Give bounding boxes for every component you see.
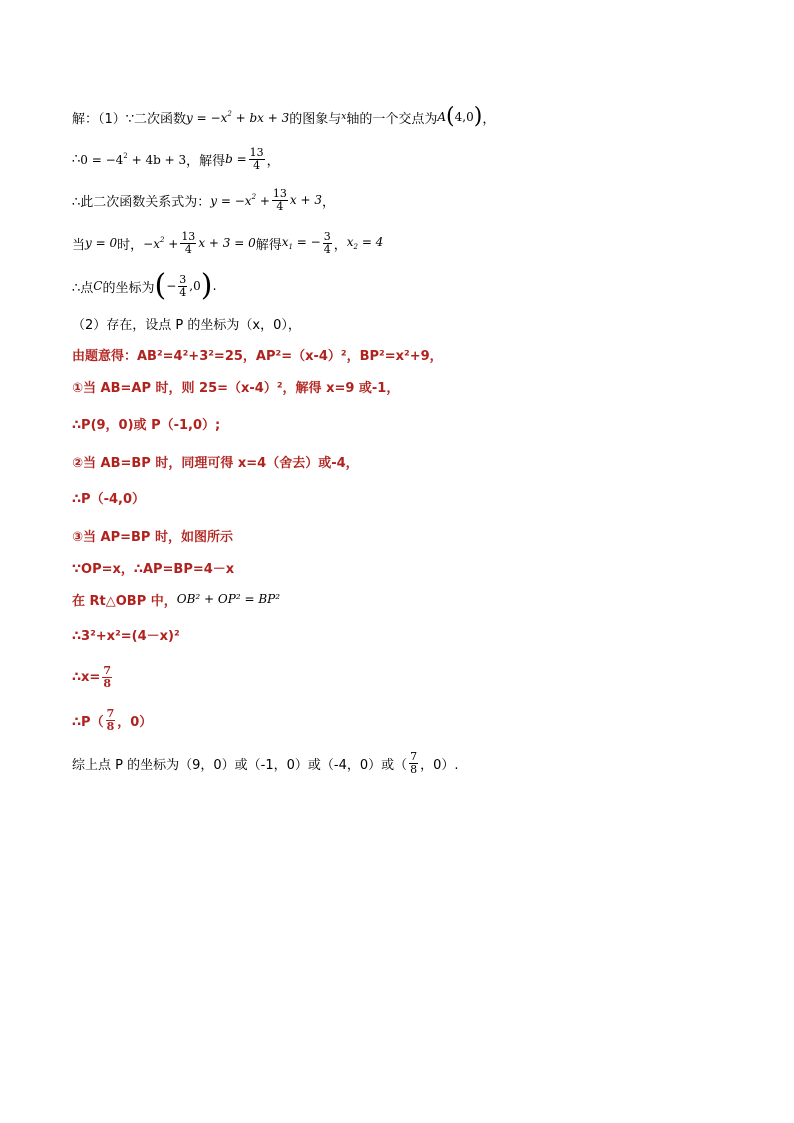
solution-line-10: ②当 AB=BP 时，同理可得 x=4（舍去）或-4， xyxy=(72,455,359,471)
solution-line-18: 综上点 P 的坐标为（9，0）或（-1，0）或（-4，0）或（ $\frac{7}{8}$ ，0）. xyxy=(72,749,459,776)
solution-line-12: ③当 AP=BP 时，如图所示 xyxy=(72,529,233,545)
line-4-fraction: $\frac{13}{4}$ xyxy=(181,229,196,256)
line-18-fraction: $\frac{7}{8}$ xyxy=(410,749,418,776)
line-5-fraction: $\frac{3}{4}$ xyxy=(179,272,187,299)
line-4-x1-fraction: $\frac{3}{4}$ xyxy=(323,229,331,256)
solution-line-6: （2）存在，设点 P 的坐标为（x，0）， xyxy=(72,317,301,333)
line-1-point-A: A xyxy=(437,110,447,124)
solution-line-3: ∴此二次函数关系式为： $y = -x^2$ + $\frac{13}{4}$ x + 3 ， xyxy=(72,186,336,213)
solution-line-4: 当 y = 0 时， $-x^2$ + $\frac{13}{4}$ x + 3 = 0 解得 $x_1$ = − $\frac{3}{4}$ ， $x_2 = 4$ xyxy=(72,229,384,256)
solution-line-1: 解：（1）∵二次函数 $y = -x^2$ + bx + 3 的图象与 x 轴的一个交点为 A ( 4,0 ) ， xyxy=(72,104,496,129)
line-2-equation: $0 = -4^2 + 4b + 3$ xyxy=(80,151,187,167)
solution-line-5: ∴点 C 的坐标为 ( − $\frac{3}{4}$ ,0 ) . xyxy=(72,268,217,303)
solution-line-2: ∴ $0 = -4^2 + 4b + 3$ ，解得 b = $\frac{13}{4}$ ， xyxy=(72,145,280,172)
line-3-fraction: $\frac{13}{4}$ xyxy=(272,186,287,213)
solution-line-8: ①当 AB=AP 时，则 25=（x-4）²，解得 x=9 或-1， xyxy=(72,380,400,396)
solution-line-7: 由题意得：AB²=4²+3²=25，AP²=（x-4）²，BP²=x²+9， xyxy=(72,348,443,364)
line-1-mid2: 轴的一个交点为 xyxy=(346,111,438,127)
line-2-fraction: $\frac{13}{4}$ xyxy=(249,145,264,172)
solution-line-17: ∴P（ $\frac{7}{8}$ ，0） xyxy=(72,706,153,733)
solution-line-15: ∴3²+x²=(4－x)² xyxy=(72,628,180,644)
solution-line-14: 在 Rt△OBP 中， OB² + OP² = BP² xyxy=(72,592,281,609)
solution-line-16: ∴x= $\frac{7}{8}$ xyxy=(72,663,111,690)
line-1-formula: $y = -x^2$ + bx + 3 xyxy=(186,109,290,125)
line-17-fraction: $\frac{7}{8}$ xyxy=(106,706,115,733)
line-1-A-coord: 4,0 xyxy=(454,110,474,124)
solution-line-9: ∴P(9，0)或 P（-1,0）; xyxy=(72,417,221,433)
line-1-mid: 的图象与 xyxy=(289,111,342,127)
line-1-x: x xyxy=(341,112,347,122)
solution-line-13: ∵OP=x，∴AP=BP=4－x xyxy=(72,561,235,577)
solution-line-11: ∴P（-4,0） xyxy=(72,491,145,507)
line-1-prefix: 解：（1）∵二次函数 xyxy=(72,111,187,127)
line-16-fraction: $\frac{7}{8}$ xyxy=(103,663,111,690)
